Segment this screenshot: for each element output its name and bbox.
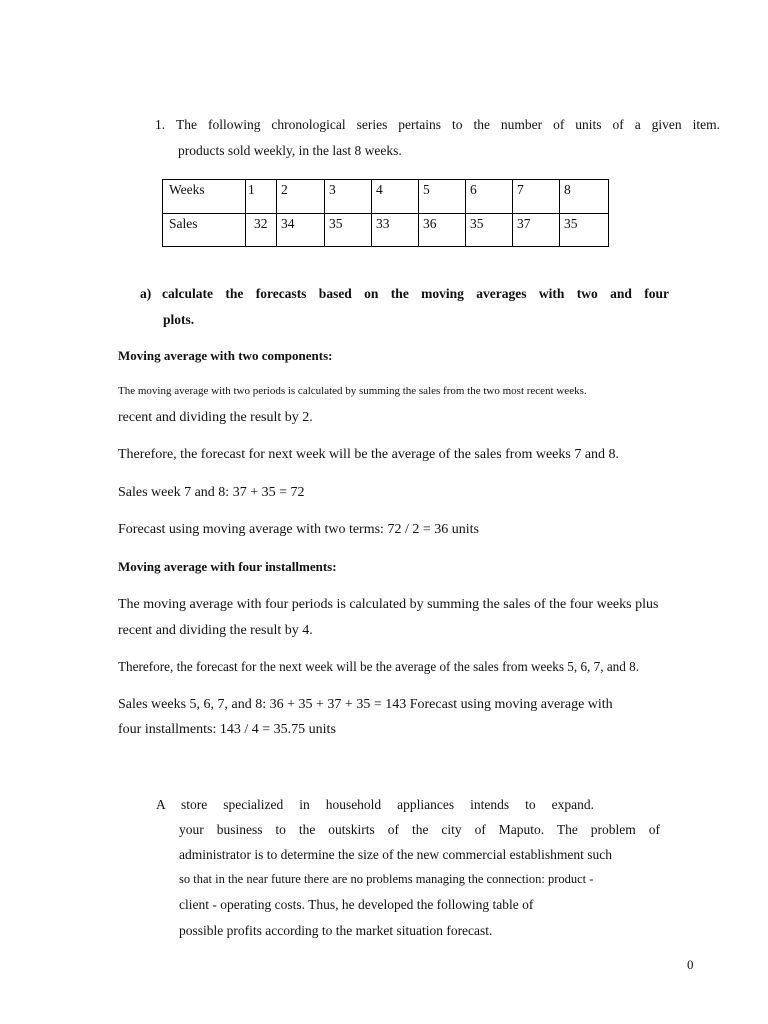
two-components-paragraph-line-2: recent and dividing the result by 2. [118,410,313,425]
table-cell: 32 [246,213,277,247]
four-installments-forecast-result: four installments: 143 / 4 = 35.75 units [118,722,336,737]
store-problem-line-4: so that in the near future there are no problems managing the connection: product - [179,872,594,886]
sales-table [162,179,609,247]
four-installments-forecast-statement: Therefore, the forecast for the next week will be the average of the sales from weeks 5, 6, 7, and 8. [118,659,640,674]
two-components-paragraph-line-1: The moving average with two periods is calculated by summing the sales from the two most recent weeks. [118,385,587,397]
table-cell: 34 [277,213,325,247]
two-components-forecast-result: Forecast using moving average with two terms: 72 / 2 = 36 units [118,522,479,537]
two-components-forecast-statement: Therefore, the forecast for next week will be the average of the sales from weeks 7 and 8. [118,447,620,462]
table-cell: 33 [372,213,419,247]
table-cell: 7 [513,180,560,214]
store-problem-line-5: client - operating costs. Thus, he developed the following table of [179,897,534,912]
part-a-marker: a) [140,286,152,301]
table-cell: 1 [246,180,277,214]
store-problem-line-2: your business to the outskirts of the city of Maputo. The problem of [179,822,660,837]
store-problem-line-1: A store specialized in household appliances intends to expand. [156,797,594,812]
table-cell: 4 [372,180,419,214]
table-cell: 35 [560,213,609,247]
table-cell: 8 [560,180,609,214]
two-components-heading: Moving average with two components: [118,348,333,363]
table-row-sales [163,213,609,247]
row-label: Weeks [163,180,246,214]
table-cell: 3 [325,180,372,214]
row-label: Sales [163,213,246,247]
table-cell: 35 [325,213,372,247]
question-text-line-2: products sold weekly, in the last 8 weeks. [178,143,402,158]
two-components-sales-sum: Sales week 7 and 8: 37 + 35 = 72 [118,485,305,500]
four-installments-paragraph-line-1: The moving average with four periods is calculated by summing the sales of the four weeks plus [118,597,659,612]
table-cell: 6 [466,180,513,214]
part-a-text-line-1: calculate the forecasts based on the moving averages with two and four [162,286,669,301]
four-installments-heading: Moving average with four installments: [118,559,337,574]
table-cell: 36 [419,213,466,247]
store-problem-line-6: possible profits according to the market situation forecast. [179,923,493,938]
table-cell: 37 [513,213,560,247]
table-cell: 2 [277,180,325,214]
page-number: 0 [687,957,694,972]
four-installments-paragraph-line-2: recent and dividing the result by 4. [118,623,313,638]
question-number: 1. [155,117,166,132]
question-text-line-1: The following chronological series pertains to the number of units of a given item. [176,117,720,132]
table-cell: 5 [419,180,466,214]
store-problem-line-3: administrator is to determine the size of the new commercial establishment such [179,847,612,862]
table-row-weeks [163,180,609,214]
four-installments-sales-sum: Sales weeks 5, 6, 7, and 8: 36 + 35 + 37 + 35 = 143 Forecast using moving average with [118,697,613,712]
table-cell: 35 [466,213,513,247]
part-a-text-line-2: plots. [163,312,195,327]
